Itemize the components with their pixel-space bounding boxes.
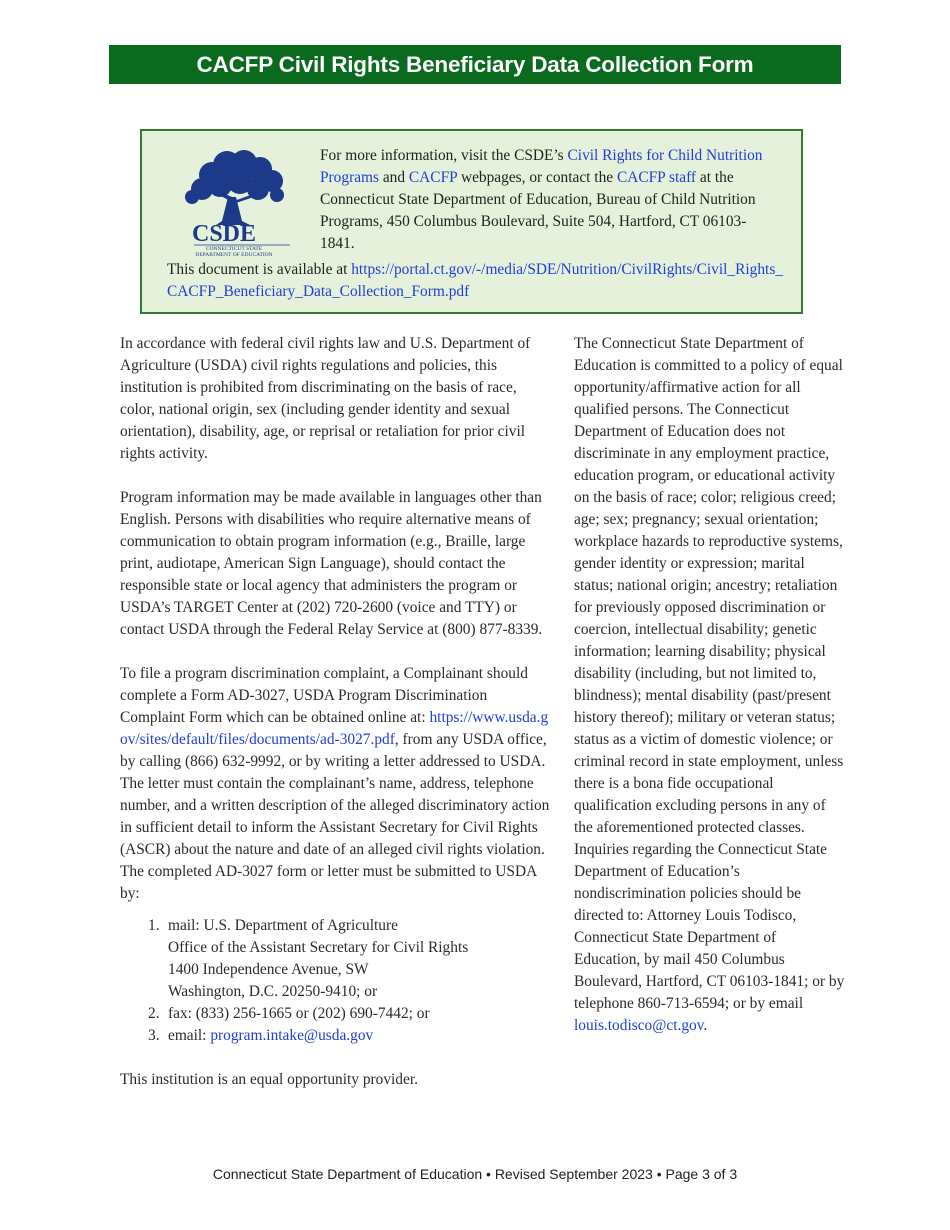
left-column [120, 333, 552, 1091]
page-title: CACFP Civil Rights Beneficiary Data Collection Form [109, 45, 841, 84]
list-item: 1. mail: U.S. Department of Agriculture Office of the Assistant Secretary for Civil Rights 1400 Independence Avenue, SW Washington, D.C. 20250-9410; or [148, 917, 469, 1000]
list-item: 2. fax: (833) 256-1665 or (202) 690-7442; or [148, 1005, 430, 1022]
usda-email-link[interactable]: program.intake@usda.gov [210, 1027, 374, 1044]
document-url-link[interactable]: https://portal.ct.gov/-/media/SDE/Nutrition/CivilRights/Civil_Rights_CACFP_Beneficiary_Data_Collection_Form.pdf [167, 261, 784, 300]
todisco-email-link[interactable]: louis.todisco@ct.gov [574, 1017, 704, 1034]
list-item: 3. email: program.intake@usda.gov [148, 1027, 374, 1044]
logo-subtitle-2: DEPARTMENT OF EDUCATION [195, 252, 273, 257]
nondiscrimination-paragraph: The Connecticut State Department of Education is committed to a policy of equal opportunity/affirmative action for all qualified persons. The Connecticut Department of Education does not discriminate in any employment practice, education program, or educational activity on the basis of race; color; religious creed; age; sex; pregnancy; sexual orientation; workplace hazards to reproductive systems, gender identity or expression; marital status; national origin; ancestry; retaliation for previously opposed discrimination or coercion, intellectual disability; genetic information; learning disability; physical disability (including, but not limited to, blindness); mental disability (past/present history thereof); military or veteran status; status as a victim of domestic violence; or criminal record in state employment, unless there is a bona fide occupational qualification excluding persons in any of the aforementioned protected classes. Inquiries regarding the Connecticut State Department of Education’s nondiscrimination policies should be directed to: Attorney Louis Todisco, Connecticut State Department of Education, by mail 450 Columbus Boulevard, Hartford, CT 06103-1841; or by telephone 860-713-6594; or by email louis.todisco@ct.gov. [574, 335, 845, 1034]
info-text: For more information, visit the CSDE’s Civil Rights for Child Nutrition Programs and CACFP webpages, or contact the CACFP staff at the Connecticut State Department of Education, Bureau of Child Nutrition Programs, 450 Columbus Boulevard, Suite 504, Hartford, CT 06103-1841. [320, 147, 763, 252]
csde-logo [172, 145, 297, 257]
ad3027-link[interactable]: https://www.usda.gov/sites/default/files/documents/ad-3027.pdf [120, 709, 549, 748]
complaint-paragraph: To file a program discrimination complaint, a Complainant should complete a Form AD-3027, USDA Program Discrimination Complaint Form which can be obtained online at: https://www.usda.gov/sites/default/files/documents/ad-3027.pdf, from any USDA office, by calling (866) 632-9992, or by writing a letter addressed to USDA. The letter must contain the complainant’s name, address, telephone number, and a written description of the alleged discriminatory action in sufficient detail to inform the Assistant Secretary for Civil Rights (ASCR) about the nature and date of an alleged civil rights violation. The completed AD-3027 form or letter must be submitted to USDA by: [120, 665, 550, 902]
equal-opportunity-statement: This institution is an equal opportunity provider. [120, 1071, 418, 1088]
page-footer: Connecticut State Department of Education • Revised September 2023 • Page 3 of 3 [212, 1166, 738, 1182]
submission-list [120, 915, 552, 1047]
logo-wordmark: CSDE [192, 221, 257, 247]
right-column [574, 333, 846, 1037]
cacfp-link[interactable]: CACFP [408, 169, 458, 186]
civil-rights-paragraph: In accordance with federal civil rights law and U.S. Department of Agriculture (USDA) civil rights regulations and policies, this institution is prohibited from discriminating on the basis of race, color, national origin, sex (including gender identity and sexual orientation), disability, age, or reprisal or retaliation for prior civil rights activity. [120, 335, 531, 462]
languages-paragraph: Program information may be made available in languages other than English. Persons with disabilities who require alternative means of communication to obtain program information (e.g., Braille, large print, audiotape, American Sign Language), should contact the responsible state or local agency that administers the program or USDA’s TARGET Center at (202) 720-2600 (voice and TTY) or contact USDA through the Federal Relay Service at (800) 877-8339. [120, 489, 543, 638]
availability-text: This document is available at https://portal.ct.gov/-/media/SDE/Nutrition/CivilRights/Civil_Rights_CACFP_Beneficiary_Data_Collection_Form.pdf [167, 261, 784, 300]
civil-rights-link[interactable]: Civil Rights for Child Nutrition Programs [320, 147, 763, 186]
info-box [140, 129, 803, 314]
logo-subtitle-1: CONNECTICUT STATE [205, 246, 263, 252]
cacfp-staff-link[interactable]: CACFP staff [616, 169, 697, 186]
